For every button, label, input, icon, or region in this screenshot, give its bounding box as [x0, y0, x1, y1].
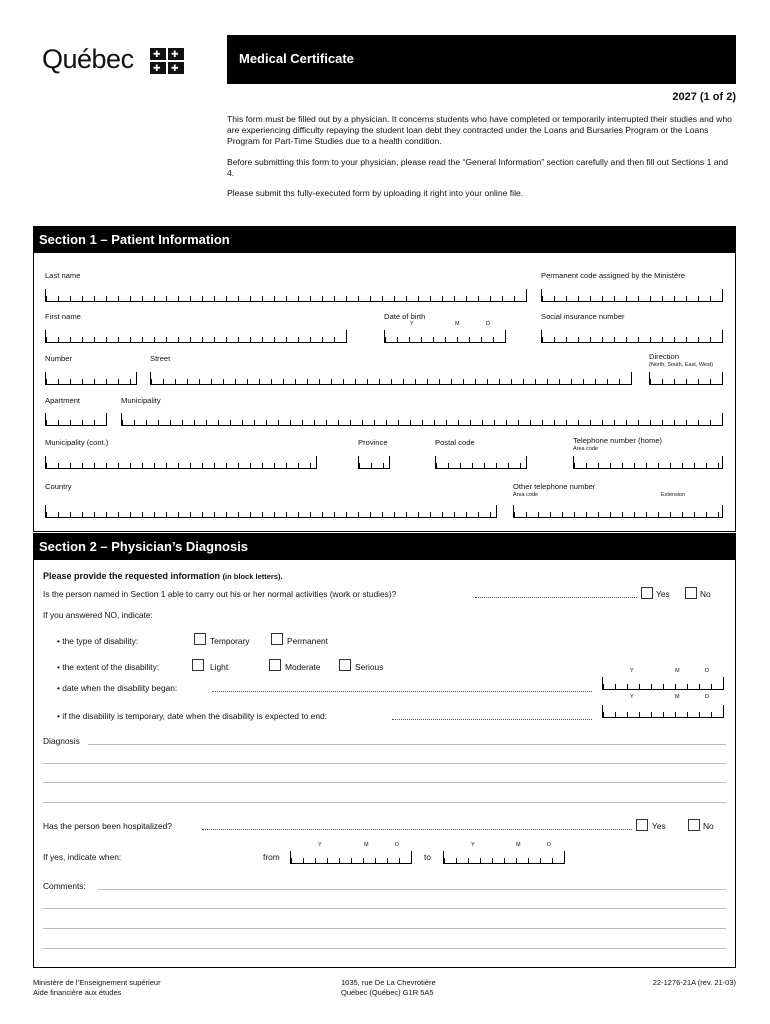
permanent-checkbox[interactable]: [271, 633, 283, 645]
q-able-dots: [475, 597, 637, 598]
extension-label: Extension: [661, 492, 686, 498]
moderate-label: Moderate: [285, 662, 321, 672]
dob-label: Date of birth: [384, 312, 426, 321]
direction-label: Direction: [649, 352, 679, 361]
other-tel-label: Other telephone number: [513, 482, 596, 491]
section-2-frame: [33, 560, 736, 968]
from-label: from: [263, 852, 280, 862]
hospitalized-dots: [202, 829, 632, 830]
comments-line-4[interactable]: [43, 948, 726, 949]
began-d: D: [705, 668, 709, 674]
end-y: Y: [630, 694, 634, 700]
able-yes-label: Yes: [656, 589, 670, 599]
dob-m: M: [455, 321, 460, 327]
temporary-label: Temporary: [210, 636, 250, 646]
comments-line-2[interactable]: [43, 908, 726, 909]
footer-left: Ministère de l’Enseignement supérieur Aide financière aux études: [33, 978, 161, 997]
page-label: 2027 (1 of 2): [672, 91, 736, 103]
light-checkbox[interactable]: [192, 659, 204, 671]
light-label: Light: [210, 662, 229, 672]
section-2-heading: Please provide the requested information (in block letters).: [43, 571, 283, 581]
end-dots: [392, 719, 592, 720]
form-title: Medical Certificate: [239, 51, 354, 66]
to-label: to: [424, 852, 431, 862]
quebec-flag-icon: [150, 48, 184, 74]
temporary-checkbox[interactable]: [194, 633, 206, 645]
sin-input[interactable]: [541, 330, 723, 343]
dob-y: Y: [410, 321, 414, 327]
hospitalized-label: Has the person been hospitalized?: [43, 821, 172, 831]
hosp-to-input[interactable]: [443, 851, 565, 864]
last-name-input[interactable]: [45, 289, 527, 302]
section-2-title: Section 2 – Physician’s Diagnosis: [39, 539, 249, 554]
tel-home-label: Telephone number (home): [573, 436, 663, 445]
hosp-no-label: No: [703, 821, 714, 831]
quebec-logo: Québec: [42, 44, 134, 74]
section-2-header: [33, 533, 736, 560]
first-name-input[interactable]: [45, 330, 347, 343]
extent-label: • the extent of the disability:: [57, 662, 160, 672]
serious-checkbox[interactable]: [339, 659, 351, 671]
apartment-label: Apartment: [45, 396, 81, 405]
able-yes-checkbox[interactable]: [641, 587, 653, 599]
to-y: Y: [471, 842, 475, 848]
if-yes-label: If yes, indicate when:: [43, 852, 122, 862]
municipality-cont-label: Municipality (cont.): [45, 438, 109, 447]
end-date-input[interactable]: [602, 705, 724, 718]
diagnosis-line-1[interactable]: [88, 744, 726, 745]
first-name-label: First name: [45, 312, 81, 321]
postal-input[interactable]: [435, 456, 527, 469]
began-label: • date when the disability began:: [57, 683, 178, 693]
from-m: M: [364, 842, 369, 848]
number-input[interactable]: [45, 372, 137, 385]
diagnosis-line-2[interactable]: [43, 763, 726, 764]
tel-home-input[interactable]: [573, 456, 723, 469]
postal-label: Postal code: [435, 438, 475, 447]
comments-line-1[interactable]: [98, 889, 726, 890]
end-label: • if the disability is temporary, date when the disability is expected to end:: [57, 711, 327, 721]
type-label: • the type of disability:: [57, 636, 139, 646]
street-label: Street: [150, 354, 171, 363]
to-m: M: [516, 842, 521, 848]
direction-sub: (North, South, East, West): [649, 362, 714, 368]
other-tel-input[interactable]: [513, 505, 723, 518]
end-d: D: [705, 694, 709, 700]
tel-home-area-label: Area code: [573, 446, 599, 452]
footer-form-code: 22-1276-21A (rev. 21-03): [652, 978, 736, 987]
from-d: D: [395, 842, 399, 848]
municipality-input[interactable]: [121, 413, 723, 426]
diagnosis-line-4[interactable]: [43, 802, 726, 803]
end-m: M: [675, 694, 680, 700]
province-label: Province: [358, 438, 388, 447]
hosp-yes-label: Yes: [652, 821, 666, 831]
section-1-title: Section 1 – Patient Information: [39, 232, 230, 247]
intro-paragraph-1: This form must be filled out by a physician. It concerns students who have completed or temporarily interrupted their studies and who are experiencing difficulty repaying the student loan debt they contracted under the Loans and Bursaries Program or the Loans Program for Part-Time Studies due to a health condition.: [227, 114, 732, 146]
municipality-label: Municipality: [121, 396, 161, 405]
hosp-from-input[interactable]: [290, 851, 412, 864]
permanent-label: Permanent: [287, 636, 328, 646]
dob-input[interactable]: [384, 330, 506, 343]
last-name-label: Last name: [45, 271, 81, 280]
sin-label: Social insurance number: [541, 312, 625, 321]
number-label: Number: [45, 354, 73, 363]
hosp-yes-checkbox[interactable]: [636, 819, 648, 831]
serious-label: Serious: [355, 662, 384, 672]
comments-line-3[interactable]: [43, 928, 726, 929]
municipality-cont-input[interactable]: [45, 456, 317, 469]
province-input[interactable]: [358, 456, 390, 469]
able-no-checkbox[interactable]: [685, 587, 697, 599]
moderate-checkbox[interactable]: [269, 659, 281, 671]
if-no-label: If you answered NO, indicate:: [43, 610, 153, 620]
intro-paragraph-3: Please submit ths fully-executed form by uploading it right into your online file.: [227, 188, 524, 198]
street-input[interactable]: [150, 372, 632, 385]
diagnosis-line-3[interactable]: [43, 782, 726, 783]
apartment-input[interactable]: [45, 413, 107, 426]
from-y: Y: [318, 842, 322, 848]
began-y: Y: [630, 668, 634, 674]
permanent-code-label: Permanent code assigned by the Ministère: [541, 271, 685, 280]
section-1-header: [33, 226, 736, 253]
able-no-label: No: [700, 589, 711, 599]
other-tel-area-label: Area code: [513, 492, 539, 498]
country-label: Country: [45, 482, 72, 491]
footer-address: 1035, rue De La Chevrotière Québec (Québec) G1R 5A5: [341, 978, 436, 997]
q-able-label: Is the person named in Section 1 able to carry out his or her normal activities (work or studies)?: [43, 589, 397, 599]
country-input[interactable]: [45, 505, 497, 518]
to-d: D: [547, 842, 551, 848]
began-date-input[interactable]: [602, 677, 724, 690]
hosp-no-checkbox[interactable]: [688, 819, 700, 831]
began-m: M: [675, 668, 680, 674]
form-title-bar: [227, 35, 736, 84]
direction-input[interactable]: [649, 372, 723, 385]
permanent-code-input[interactable]: [541, 289, 723, 302]
comments-label: Comments:: [43, 881, 86, 891]
intro-paragraph-2: Before submitting this form to your physician, please read the “General Information” section carefully and then fill out Sections 1 and 4.: [227, 157, 729, 178]
began-dots: [212, 691, 592, 692]
dob-d: D: [486, 321, 490, 327]
diagnosis-label: Diagnosis: [43, 736, 80, 746]
